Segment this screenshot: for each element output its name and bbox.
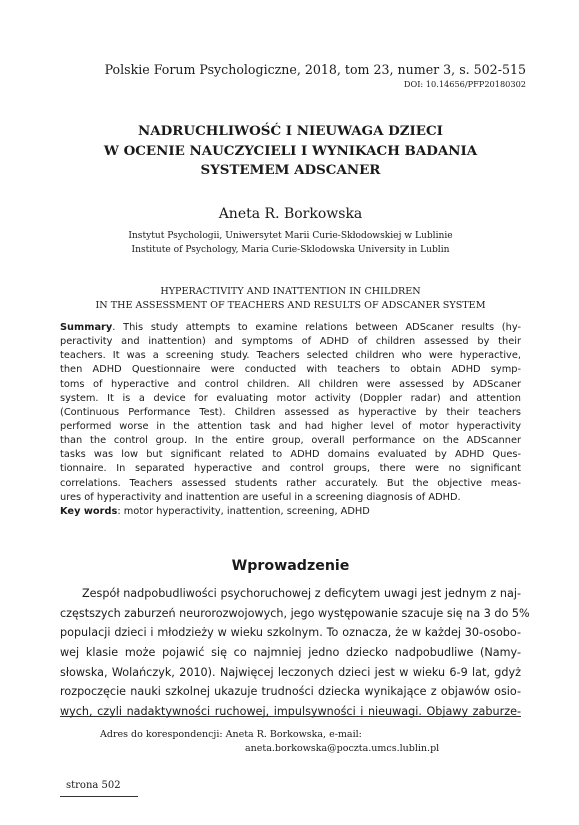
abstract-line: then ADHD Questionnaire were conducted with teachers to obtain ADHD symp- (60, 364, 521, 376)
body-line: wej klasie może pojawić się co najmniej jedno dziecko nadpobudliwe (Namy- (60, 646, 521, 660)
affiliation-polish: Instytut Psychologii, Uniwersytet Marii Curie-Skłodowskiej w Lublinie (128, 231, 453, 241)
journal-citation: Polskie Forum Psychologiczne, 2018, tom 23, numer 3, s. 502-515 (104, 62, 526, 77)
correspondence-email: aneta.borkowska@poczta.umcs.lublin.pl (245, 743, 440, 754)
body-line: wych, czyli nadaktywności ruchowej, impulsywności i nieuwagi. Objawy zaburze- (60, 705, 521, 719)
page-number: strona 502 (66, 780, 121, 791)
body-line: populacji dzieci i młodzieży w wieku szkolnym. To oznacza, że w każdej 30-osobo- (60, 626, 521, 640)
body-line: słowska, Wolańczyk, 2010). Najwięcej leczonych dzieci jest w wieku 6-9 lat, gdyż (60, 665, 521, 679)
body-paragraph (60, 584, 530, 722)
correspondence-note: Adres do korespondencji: Aneta R. Borkowska, e-mail: (100, 729, 362, 740)
abstract-line: peractivity and inattention) and symptoms of ADHD of children assessed by their (60, 336, 521, 348)
abstract-line: Summary. This study attempts to examine relations between ADScaner results (hy- (60, 322, 521, 333)
footnote-divider (60, 716, 521, 717)
page-number-divider (60, 796, 138, 797)
body-line: Zespół nadpobudliwości psychoruchowej z deficytem uwagi jest jednym z naj- (82, 587, 521, 600)
keywords-label: Key words (60, 505, 118, 517)
author-name: Aneta R. Borkowska (218, 206, 363, 222)
abstract-line: than the control group. In the entire group, overall performance on the ADScanner (60, 435, 521, 447)
english-title-line: IN THE ASSESSMENT OF TEACHERS AND RESULTS OF ADSCANER SYSTEM (95, 300, 486, 311)
body-line: rozpoczęcie nauki szkolnej ukazuje trudności dziecka wynikające z objawów osio- (60, 685, 521, 699)
abstract-line: teachers. It was a screening study. Teachers selected children who were hyperactive, (60, 350, 521, 362)
abstract-line: ures of hyperactivity and inattention are useful in a screening diagnosis of ADHD. (60, 491, 461, 503)
title-line: NADRUCHLIWOŚĆ I NIEUWAGA DZIECI (138, 123, 443, 139)
title-line: W OCENIE NAUCZYCIELI I WYNIKACH BADANIA (103, 142, 478, 159)
abstract-line: correlations. Teachers assessed students rather accurately. But the objective meas- (60, 477, 521, 489)
affiliations (60, 230, 521, 257)
body-line: częstszych zaburzeń neurorozwojowych, jego występowanie szacuje się na 3 do 5% (60, 606, 530, 620)
article-title (60, 122, 521, 181)
summary-label: Summary (60, 322, 113, 333)
abstract-line: system. It is a device for evaluating motor activity (Doppler radar) and attention (60, 392, 521, 404)
abstract-line: (Continuous Performance Test). Children assessed as hyperactive by their teachers (60, 406, 521, 418)
abstract-line: toms of hyperactive and control children. All children were assessed by ADScaner (60, 378, 521, 390)
abstract-line: tionnaire. In separated hyperactive and control groups, there were no significant (60, 463, 521, 475)
section-heading: Wprowadzenie (231, 558, 350, 574)
title-line: SYSTEMEM ADSCANER (200, 162, 381, 178)
journal-header (105, 62, 526, 90)
keywords: Key words: motor hyperactivity, inattention, screening, ADHD (60, 505, 370, 517)
doi: DOI: 10.14656/PFP20180302 (403, 79, 526, 89)
english-title-line: HYPERACTIVITY AND INATTENTION IN CHILDREN (160, 286, 421, 297)
affiliation-english: Institute of Psychology, Maria Curie-Sklodowska University in Lublin (131, 244, 450, 255)
abstract-line: performed worse in the attention task and had higher level of motor hyperactivity (60, 420, 521, 432)
abstract (60, 321, 521, 519)
abstract-line: tasks was low but significant related to ADHD domains evaluated by ADHD Ques- (60, 449, 521, 461)
english-title (60, 285, 521, 313)
